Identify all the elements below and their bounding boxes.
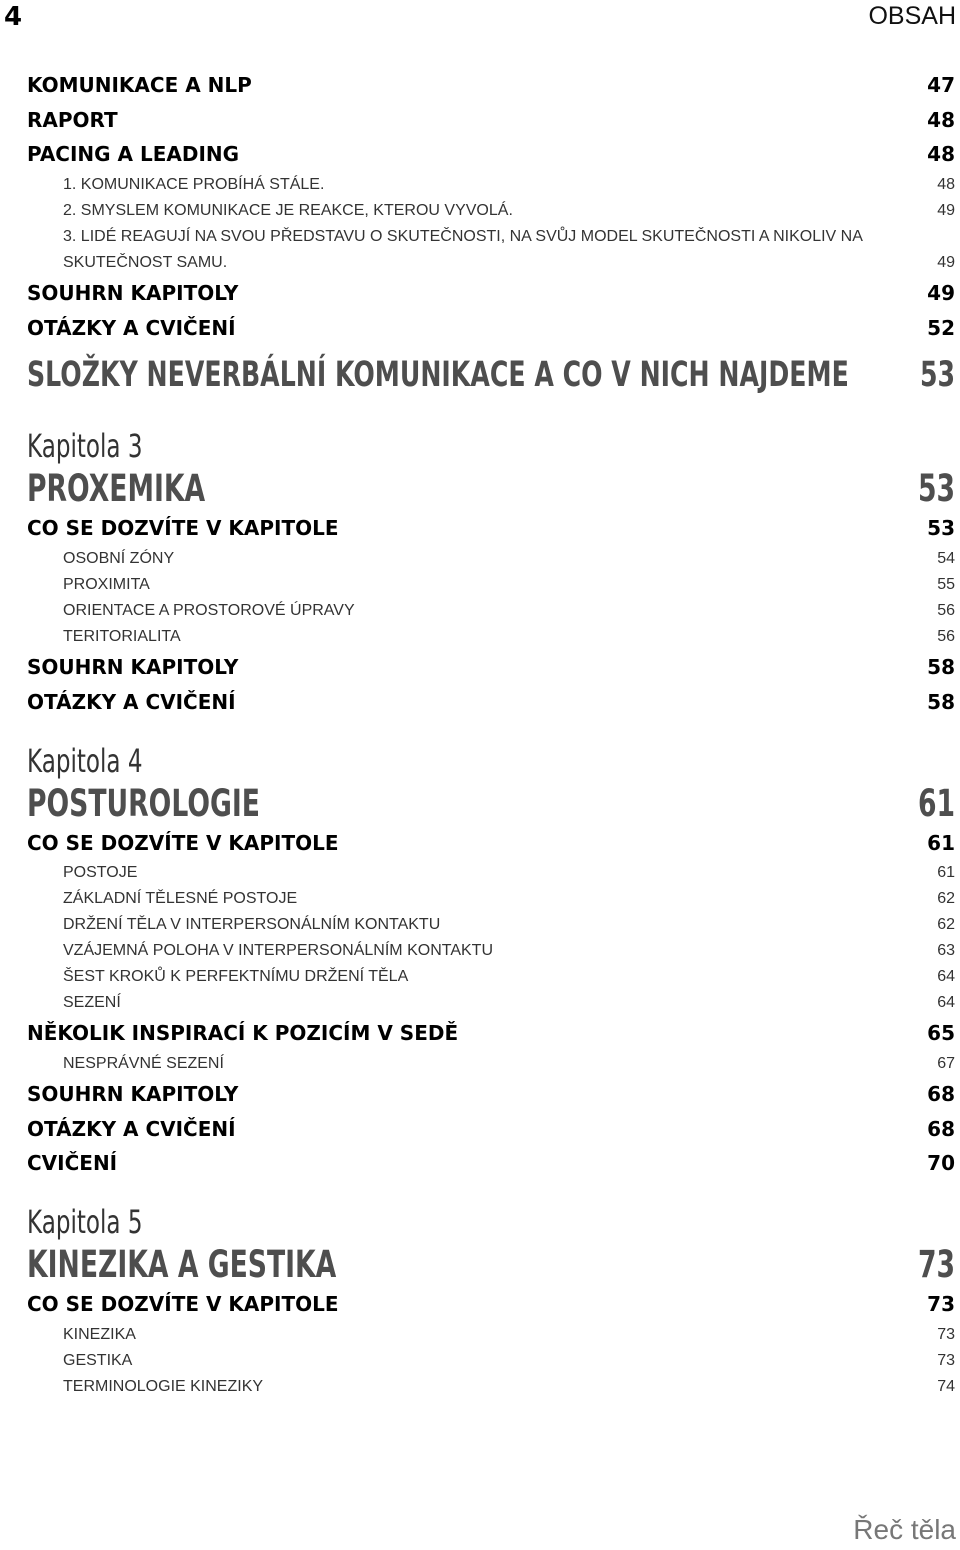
toc-entry-title: PACING A LEADING	[27, 142, 240, 167]
toc-entry-page: 65	[927, 1021, 955, 1046]
chapter-title	[27, 782, 955, 826]
toc-entry-page: 62	[937, 916, 955, 934]
toc-entry-title: NĚKOLIK INSPIRACÍ K POZICÍM V SEDĚ	[27, 1021, 459, 1046]
toc-entry-title: SOUHRN KAPITOLY	[27, 281, 239, 306]
toc-entry-page: 49	[937, 202, 955, 220]
toc-entry-page: 53	[927, 516, 955, 541]
table-of-contents	[27, 68, 955, 1400]
toc-entry-title: RAPORT	[27, 107, 118, 132]
toc-entry-title: KINEZIKA	[63, 1325, 136, 1343]
toc-entry-section	[27, 103, 955, 138]
toc-entry-page: 61	[937, 864, 955, 882]
toc-entry-title: 2. SMYSLEM KOMUNIKACE JE REAKCE, KTEROU VYVOLÁ.	[63, 202, 513, 220]
toc-entry-subsection	[27, 224, 955, 276]
toc-entry-subsection	[27, 964, 955, 990]
toc-entry-title: OTÁZKY A CVIČENÍ	[27, 315, 236, 340]
toc-entry-title: TERMINOLOGIE KINEZIKY	[63, 1377, 264, 1395]
chapter-title	[27, 1243, 955, 1287]
toc-entry-section	[27, 311, 955, 346]
running-footer: Řeč těla	[853, 1514, 956, 1545]
toc-entry-page: 49	[937, 254, 955, 272]
chapter-label: Kapitola 5	[27, 1202, 143, 1241]
toc-entry-page: 58	[927, 655, 955, 680]
toc-entry-page: 48	[927, 142, 955, 167]
toc-entry-title: CVIČENÍ	[27, 1151, 118, 1176]
chapter-label: Kapitola 4	[27, 741, 143, 780]
toc-entry-subsection	[27, 860, 955, 886]
toc-entry-page: 74	[937, 1377, 955, 1395]
toc-entry-section	[27, 1112, 955, 1147]
toc-entry-page: 62	[937, 890, 955, 908]
toc-entry-subsection	[27, 198, 955, 224]
toc-entry-page: 61	[917, 781, 956, 825]
toc-entry-subsection	[27, 572, 955, 598]
toc-entry-page: 56	[937, 628, 955, 646]
toc-entry-page: 49	[927, 281, 955, 306]
toc-entry-page: 58	[927, 689, 955, 714]
toc-entry-subsection	[27, 1322, 955, 1348]
page-number: 4	[4, 2, 23, 32]
toc-entry-title: CO SE DOZVÍTE V KAPITOLE	[27, 516, 339, 541]
toc-entry-subsection	[27, 938, 955, 964]
toc-entry-title: NESPRÁVNÉ SEZENÍ	[63, 1054, 224, 1072]
toc-entry-page: 68	[927, 1116, 955, 1141]
toc-entry-page: 67	[937, 1054, 955, 1072]
chapter-label: Kapitola 3	[27, 427, 143, 466]
toc-entry-title: SEZENÍ	[63, 994, 121, 1012]
toc-entry-page: 61	[927, 830, 955, 855]
toc-entry-page: 56	[937, 602, 955, 620]
toc-entry-subsection	[27, 624, 955, 650]
toc-entry-title: ZÁKLADNÍ TĚLESNÉ POSTOJE	[63, 890, 298, 908]
toc-entry-title: TERITORIALITA	[63, 628, 181, 646]
section-header: OBSAH	[868, 2, 956, 30]
toc-entry-title: ŠEST KROKŮ K PERFEKTNÍMU DRŽENÍ TĚLA	[63, 968, 409, 986]
toc-entry-page: 73	[937, 1351, 955, 1369]
toc-entry-title: CO SE DOZVÍTE V KAPITOLE	[27, 830, 339, 855]
toc-entry-page: 53	[919, 355, 956, 396]
toc-entry-title: SLOŽKY NEVERBÁLNÍ KOMUNIKACE A CO V NICH NAJDEME	[27, 355, 849, 396]
toc-entry-subsection	[27, 1374, 955, 1400]
toc-entry-subsection	[27, 598, 955, 624]
toc-entry-title: VZÁJEMNÁ POLOHA V INTERPERSONÁLNÍM KONTAKTU	[63, 942, 493, 960]
toc-entry-title: 1. KOMUNIKACE PROBÍHÁ STÁLE.	[63, 176, 325, 194]
toc-entry-subsection	[27, 1051, 955, 1077]
toc-entry-page: 54	[937, 550, 955, 568]
toc-entry-title: PROXEMIKA	[27, 467, 206, 511]
toc-entry-subsection	[27, 990, 955, 1016]
toc-entry-page: 52	[927, 315, 955, 340]
toc-entry-page: 73	[927, 1291, 955, 1316]
toc-entry-page: 53	[917, 467, 956, 511]
toc-entry-page: 48	[927, 107, 955, 132]
toc-entry-page: 64	[937, 968, 955, 986]
toc-entry-section	[27, 650, 955, 685]
toc-entry-page: 64	[937, 994, 955, 1012]
toc-entry-title: KOMUNIKACE A NLP	[27, 73, 252, 97]
toc-entry-section	[27, 1287, 955, 1322]
toc-entry-subsection	[27, 886, 955, 912]
toc-entry-title: POSTUROLOGIE	[27, 781, 260, 825]
toc-entry-title: CO SE DOZVÍTE V KAPITOLE	[27, 1291, 339, 1316]
toc-entry-title: ORIENTACE A PROSTOROVÉ ÚPRAVY	[63, 602, 355, 620]
toc-entry-page: 48	[937, 176, 955, 194]
toc-entry-section	[27, 276, 955, 311]
toc-entry-subsection	[27, 1348, 955, 1374]
toc-entry-page: 68	[927, 1081, 955, 1106]
chapter-title	[27, 467, 955, 511]
toc-entry-section	[27, 137, 955, 172]
toc-entry-title: DRŽENÍ TĚLA V INTERPERSONÁLNÍM KONTAKTU	[63, 916, 441, 934]
toc-entry-page: 73	[917, 1242, 956, 1286]
toc-entry-title: SOUHRN KAPITOLY	[27, 655, 239, 680]
toc-entry-page: 70	[927, 1151, 955, 1176]
toc-entry-title: OTÁZKY A CVIČENÍ	[27, 1116, 236, 1141]
toc-entry-subsection	[27, 172, 955, 198]
toc-entry-section	[27, 68, 955, 103]
toc-entry-part	[27, 345, 955, 405]
toc-entry-subsection	[27, 546, 955, 572]
toc-entry-title: POSTOJE	[63, 864, 138, 882]
toc-entry-section	[27, 511, 955, 546]
toc-entry-title: OTÁZKY A CVIČENÍ	[27, 689, 236, 714]
toc-entry-page: 55	[937, 576, 955, 594]
toc-entry-title: KINEZIKA A GESTIKA	[27, 1242, 337, 1286]
toc-entry-section	[27, 1146, 955, 1181]
toc-entry-section	[27, 1077, 955, 1112]
toc-entry-title: GESTIKA	[63, 1351, 133, 1369]
toc-entry-title: SOUHRN KAPITOLY	[27, 1081, 239, 1106]
toc-entry-section	[27, 685, 955, 720]
toc-entry-page: 73	[937, 1325, 955, 1343]
toc-entry-title: 3. LIDÉ REAGUJÍ NA SVOU PŘEDSTAVU O SKUTEČNOSTI, NA SVŮJ MODEL SKUTEČNOSTI A NIKOLIV NA SKUTEČNOST SAMU.	[63, 228, 862, 272]
toc-entry-page: 47	[927, 73, 955, 97]
toc-entry-title: OSOBNÍ ZÓNY	[63, 550, 175, 568]
toc-entry-page: 63	[937, 942, 955, 960]
toc-entry-subsection	[27, 912, 955, 938]
toc-entry-title: PROXIMITA	[63, 576, 150, 594]
toc-entry-section	[27, 826, 955, 861]
toc-entry-section	[27, 1016, 955, 1051]
